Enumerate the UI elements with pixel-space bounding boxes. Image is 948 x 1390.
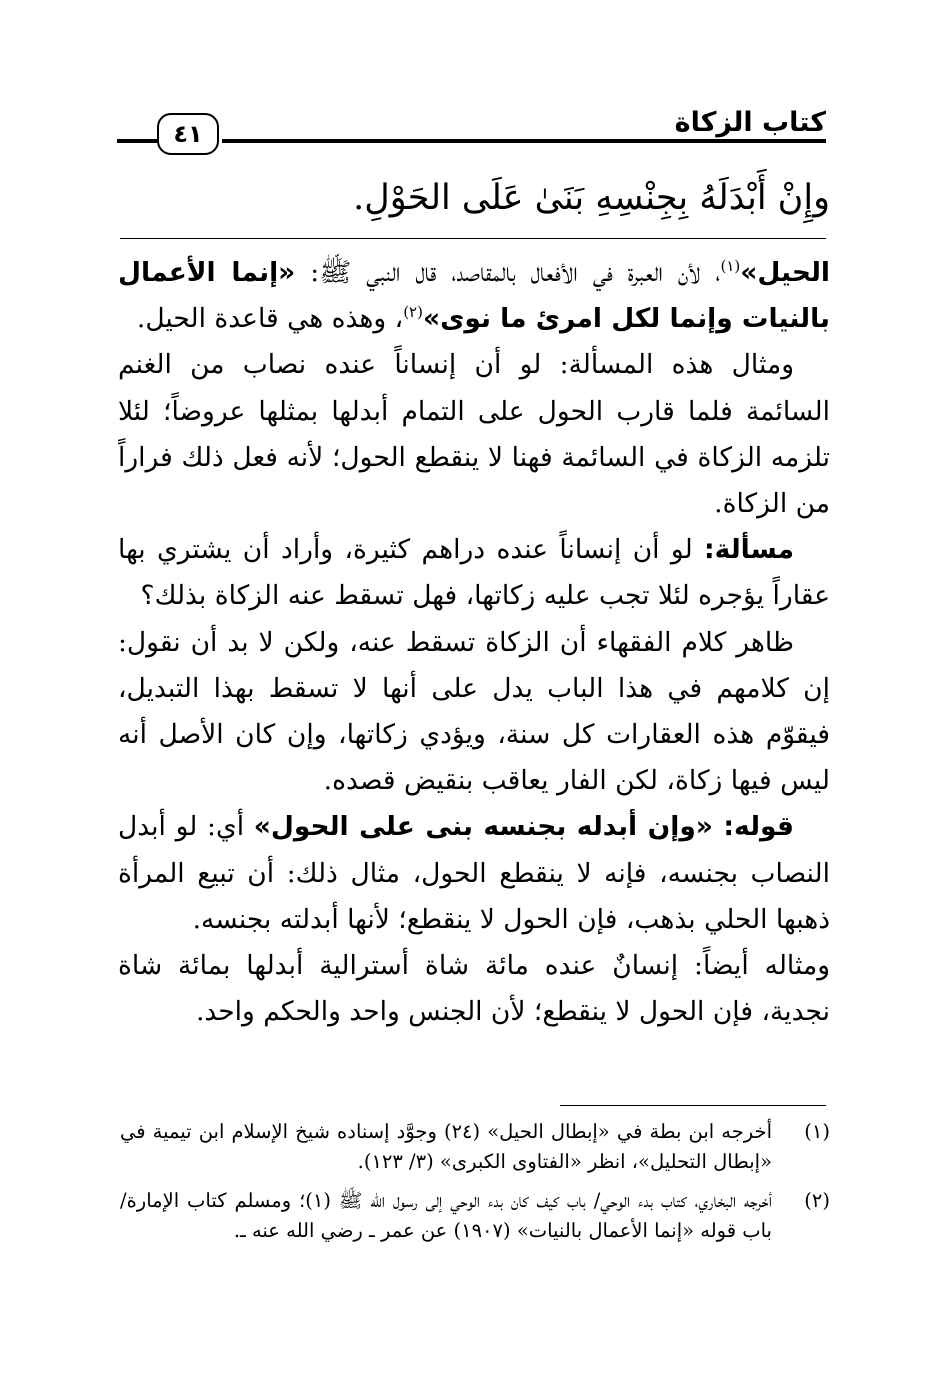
hadith-quote: «إنما الأعمال بالنيات وإنما لكل امرئ ما نوى» [118, 257, 830, 335]
footnote-ref-2: (٢) [403, 303, 423, 322]
footnote-text: أخرجه البخاري، كتاب بدء الوحي/ باب كيف كان بدء الوحي إلى رسول الله ﷺ (١)؛ ومسلم كتاب الإمارة/ باب قوله «إنما الأعمال بالنيات» (١٩٠٧) عن عمر ـ رضي الله عنه ـ. [120, 1189, 773, 1242]
footnote-2 [120, 1186, 830, 1246]
paragraph-text: أي: لو أبدل النصاب بجنسه، فإنه لا ينقطع الحول، مثال ذلك: أن تبيع المرأة ذهبها الحلي بذهب، فإن الحول لا ينقطع؛ لأنها أبدلته بجنسه. [118, 811, 830, 935]
footnotes [120, 1117, 830, 1255]
quoted-matn: قوله: «وإن أبدله بجنسه بنى على الحول» [253, 811, 794, 843]
paragraph-text: لو أن إنساناً عنده دراهم كثيرة، وأراد أن يشتري بها عقاراً يؤجره لئلا تجب عليه زكاتها، فهل تسقط عنه الزكاة بذلك؟ [118, 534, 830, 612]
footnote-1 [120, 1117, 830, 1177]
paragraph-4: ظاهر كلام الفقهاء أن الزكاة تسقط عنه، ولكن لا بد أن نقول: إن كلامهم في هذا الباب يدل على أنها لا تسقط بهذا التبديل، فيقوّم هذه العقارات كل سنة، ويؤدي زكاتها، وإن كان الأصل أنه ليس فيها زكاة، لكن الفار يعاقب بنقيض قصده. [118, 626, 830, 797]
paragraph-text: ، وهذه هي قاعدة الحيل. [136, 303, 404, 335]
header-rule-left [117, 139, 157, 143]
verse-separator-rule [120, 238, 826, 239]
matn-verse: وإِنْ أَبْدَلَهُ بِجِنْسِهِ بَنَىٰ عَلَى الحَوْلِ. [353, 178, 830, 218]
paragraph-text: ، لأن العبرة في الأفعال بالمقاصد، قال النبي ﷺ: [295, 257, 721, 288]
header-rule-right [222, 139, 826, 143]
paragraph-5 [118, 804, 830, 943]
commentary-body [118, 250, 830, 1035]
footnote-separator-rule [560, 1105, 826, 1106]
paragraph-2: ومثال هذه المسألة: لو أن إنساناً عنده نصاب من الغنم السائمة فلما قارب الحول على التمام أبدلها بمثلها عروضاً؛ لئلا تلزمه الزكاة في السائمة فهنا لا ينقطع الحول؛ لأنه فعل ذلك فراراً من الزكاة. [118, 349, 830, 520]
bold-term: الحيل» [740, 257, 830, 288]
footnote-text: أخرجه ابن بطة في «إبطال الحيل» (٢٤) وجوَّد إسناده شيخ الإسلام ابن تيمية في «إبطال التحليل»، انظر «الفتاوى الكبرى» (٣/ ١٢٣). [120, 1120, 773, 1173]
paragraph-1 [118, 250, 830, 342]
page-number: ٤١ [157, 113, 219, 155]
issue-label: مسألة: [704, 534, 794, 566]
footnote-number: (٢) [804, 1189, 830, 1212]
running-header-title: كتاب الزكاة [674, 107, 826, 138]
footnote-number: (١) [804, 1120, 830, 1143]
footnote-ref-1: (١) [720, 257, 741, 276]
paragraph-6: ومثاله أيضاً: إنسانٌ عنده مائة شاة أسترالية أبدلها بمائة شاة نجدية، فإن الحول لا ينقطع؛ لأن الجنس واحد والحكم واحد. [118, 950, 830, 1028]
paragraph-3 [118, 527, 830, 619]
